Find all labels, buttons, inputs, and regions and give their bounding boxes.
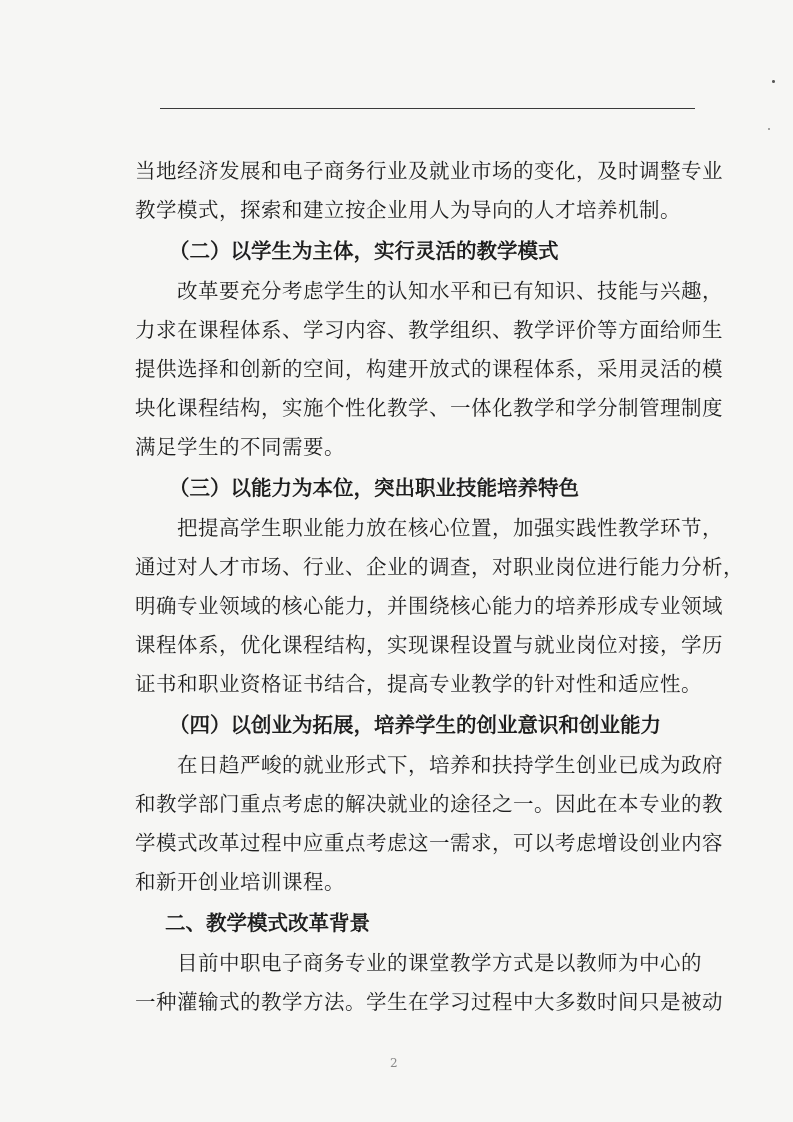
document-body bbox=[135, 152, 744, 1022]
body-line: 教学模式，探索和建立按企业用人为导向的人才培养机制。 bbox=[135, 198, 681, 222]
body-line: 一种灌输式的教学方法。学生在学习过程中大多数时间只是被动 bbox=[135, 990, 723, 1014]
body-line: 和新开创业培训课程。 bbox=[135, 870, 345, 894]
section-heading-2: （二）以学生为主体，实行灵活的教学模式 bbox=[169, 239, 559, 263]
body-line: 通过对人才市场、行业、企业的调查，对职业岗位进行能力分析， bbox=[135, 555, 744, 579]
page-number: 2 bbox=[390, 1056, 398, 1070]
body-line: 在日趋严峻的就业形式下，培养和扶持学生创业已成为政府 bbox=[177, 753, 723, 777]
section-heading-3: （三）以能力为本位，突出职业技能培养特色 bbox=[169, 476, 579, 500]
body-line: 改革要充分考虑学生的认知水平和已有知识、技能与兴趣， bbox=[177, 279, 723, 303]
scan-speck bbox=[768, 128, 770, 130]
body-line: 证书和职业资格证书结合，提高专业教学的针对性和适应性。 bbox=[135, 672, 702, 696]
body-line: 学模式改革过程中应重点考虑这一需求，可以考虑增设创业内容 bbox=[135, 831, 723, 855]
body-line: 把提高学生职业能力放在核心位置，加强实践性教学环节， bbox=[177, 516, 723, 540]
body-line: 明确专业领域的核心能力，并围绕核心能力的培养形成专业领域 bbox=[135, 594, 723, 618]
section-heading-4: （四）以创业为拓展，培养学生的创业意识和创业能力 bbox=[169, 713, 661, 737]
body-line: 提供选择和创新的空间，构建开放式的课程体系，采用灵活的模 bbox=[135, 357, 723, 381]
header-rule bbox=[160, 108, 695, 109]
chapter-heading-2: 二、教学模式改革背景 bbox=[165, 911, 370, 935]
body-line: 力求在课程体系、学习内容、教学组织、教学评价等方面给师生 bbox=[135, 318, 723, 342]
body-line: 满足学生的不同需要。 bbox=[135, 435, 345, 459]
body-line: 目前中职电子商务专业的课堂教学方式是以教师为中心的 bbox=[177, 951, 702, 975]
body-line: 课程体系，优化课程结构，实现课程设置与就业岗位对接，学历 bbox=[135, 633, 723, 657]
body-line: 和教学部门重点考虑的解决就业的途径之一。因此在本专业的教 bbox=[135, 792, 723, 816]
scan-speck bbox=[772, 80, 775, 83]
body-line: 块化课程结构，实施个性化教学、一体化教学和学分制管理制度 bbox=[135, 396, 723, 420]
body-line: 当地经济发展和电子商务行业及就业市场的变化，及时调整专业 bbox=[135, 159, 723, 183]
